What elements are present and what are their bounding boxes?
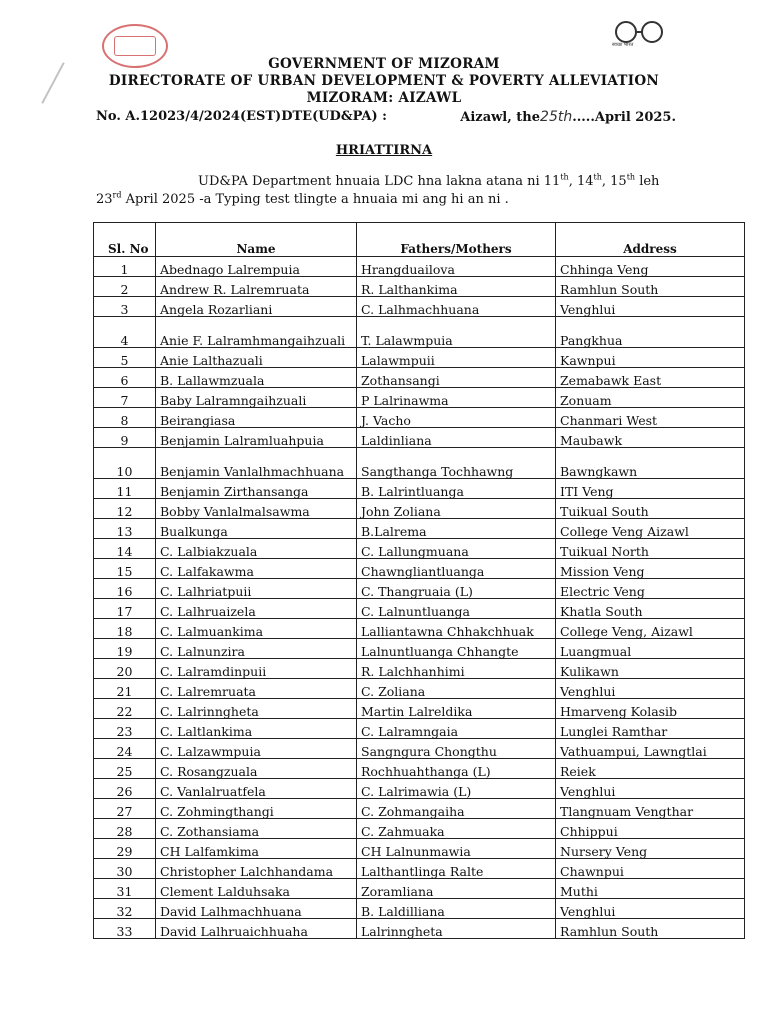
- cell-parent: Zothansangi: [357, 368, 556, 388]
- cell-sl-no: 6: [94, 368, 156, 388]
- cell-parent: C. Thangruaia (L): [357, 579, 556, 599]
- intro-sup-1: th: [560, 172, 569, 182]
- cell-parent: C. Lalrimawia (L): [357, 779, 556, 799]
- cell-sl-no: 24: [94, 739, 156, 759]
- header-line-3: MIZORAM: AIZAWL: [306, 90, 462, 106]
- cell-address: Zonuam: [556, 388, 745, 408]
- table-row: [94, 539, 745, 559]
- cell-parent: Lalnuntluanga Chhangte: [357, 639, 556, 659]
- cell-name: B. Lallawmzuala: [156, 368, 357, 388]
- cell-parent: B.Lalrema: [357, 519, 556, 539]
- cell-address: Nursery Veng: [556, 839, 745, 859]
- cell-sl-no: 28: [94, 819, 156, 839]
- cell-address: Muthi: [556, 879, 745, 899]
- cell-sl-no: 30: [94, 859, 156, 879]
- table-row: [94, 317, 745, 348]
- header-sl-no: Sl. No: [94, 223, 156, 257]
- cell-parent: C. Zoliana: [357, 679, 556, 699]
- cell-name: C. Lalramdinpuii: [156, 659, 357, 679]
- cell-sl-no: 23: [94, 719, 156, 739]
- cell-name: C. Zothansiama: [156, 819, 357, 839]
- cell-sl-no: 29: [94, 839, 156, 859]
- table-row: [94, 659, 745, 679]
- cell-sl-no: 1: [94, 257, 156, 277]
- intro-sup-4: rd: [112, 190, 122, 200]
- cell-parent: Sangngura Chongthu: [357, 739, 556, 759]
- cell-parent: C. Zahmuaka: [357, 819, 556, 839]
- cell-address: Tlangnuam Vengthar: [556, 799, 745, 819]
- cell-name: CH Lalfamkima: [156, 839, 357, 859]
- cell-name: C. Lalfakawma: [156, 559, 357, 579]
- cell-sl-no: 17: [94, 599, 156, 619]
- cell-parent: P Lalrinawma: [357, 388, 556, 408]
- cell-name: C. Lalzawmpuia: [156, 739, 357, 759]
- cell-parent: B. Laldilliana: [357, 899, 556, 919]
- cell-parent: C. Lalhmachhuana: [357, 297, 556, 317]
- cell-name: C. Lalrinngheta: [156, 699, 357, 719]
- cell-address: Bawngkawn: [556, 448, 745, 479]
- intro-text-5: April 2025 -a Typing test tlingte a hnuaia mi ang hi an ni .: [121, 192, 509, 207]
- cell-name: Benjamin Vanlalhmachhuana: [156, 448, 357, 479]
- table-row: [94, 348, 745, 368]
- cell-sl-no: 15: [94, 559, 156, 579]
- cell-parent: C. Lalramngaia: [357, 719, 556, 739]
- document-title: HRIATTIRNA: [335, 143, 433, 158]
- cell-parent: B. Lalrintluanga: [357, 479, 556, 499]
- cell-parent: Hrangduailova: [357, 257, 556, 277]
- cell-address: ITI Veng: [556, 479, 745, 499]
- cell-address: Maubawk: [556, 428, 745, 448]
- cell-parent: Rochhuahthanga (L): [357, 759, 556, 779]
- intro-sup-2: th: [593, 172, 602, 182]
- cell-sl-no: 12: [94, 499, 156, 519]
- cell-parent: R. Lalthankima: [357, 277, 556, 297]
- table-row: [94, 719, 745, 739]
- cell-address: Chawnpui: [556, 859, 745, 879]
- cell-sl-no: 5: [94, 348, 156, 368]
- cell-address: Lunglei Ramthar: [556, 719, 745, 739]
- intro-text-1: UD&PA Department hnuaia LDC hna lakna atana ni 11: [198, 174, 561, 189]
- table-row: [94, 639, 745, 659]
- cell-address: Chhinga Veng: [556, 257, 745, 277]
- cell-sl-no: 14: [94, 539, 156, 559]
- cell-address: Venghlui: [556, 899, 745, 919]
- cell-sl-no: 27: [94, 799, 156, 819]
- cell-name: Abednago Lalrempuia: [156, 257, 357, 277]
- cell-parent: Lalawmpuii: [357, 348, 556, 368]
- cell-sl-no: 4: [94, 317, 156, 348]
- header-line-2: DIRECTORATE OF URBAN DEVELOPMENT & POVERTY ALLEVIATION: [108, 73, 660, 89]
- cell-name: C. Lalmuankima: [156, 619, 357, 639]
- cell-address: Khatla South: [556, 599, 745, 619]
- header-line-1: GOVERNMENT OF MIZORAM: [268, 56, 500, 72]
- cell-address: Zemabawk East: [556, 368, 745, 388]
- cell-name: C. Lalremruata: [156, 679, 357, 699]
- cell-name: C. Lalbiakzuala: [156, 539, 357, 559]
- letterhead: [0, 56, 768, 107]
- cell-address: Hmarveng Kolasib: [556, 699, 745, 719]
- cell-name: Christopher Lalchhandama: [156, 859, 357, 879]
- cell-name: Bualkunga: [156, 519, 357, 539]
- table-header-row: [94, 223, 745, 257]
- table-row: [94, 839, 745, 859]
- cell-sl-no: 8: [94, 408, 156, 428]
- header-parent: Fathers/Mothers: [357, 223, 556, 257]
- intro-text-2: , 14: [568, 174, 594, 189]
- cell-parent: Chawngliantluanga: [357, 559, 556, 579]
- table-row: [94, 599, 745, 619]
- date-suffix: April 2025.: [594, 110, 676, 125]
- swachh-bharat-text: स्वच्छ भारत: [612, 42, 634, 48]
- cell-sl-no: 20: [94, 659, 156, 679]
- cell-name: Clement Lalduhsaka: [156, 879, 357, 899]
- cell-sl-no: 10: [94, 448, 156, 479]
- cell-address: Venghlui: [556, 679, 745, 699]
- cell-parent: Lalliantawna Chhakchhuak: [357, 619, 556, 639]
- cell-address: Electric Veng: [556, 579, 745, 599]
- cell-sl-no: 21: [94, 679, 156, 699]
- cell-parent: John Zoliana: [357, 499, 556, 519]
- cell-address: Chanmari West: [556, 408, 745, 428]
- reference-row: [96, 109, 676, 125]
- date-handwritten: 25th: [540, 109, 573, 125]
- table-row: [94, 579, 745, 599]
- cell-parent: C. Lallungmuana: [357, 539, 556, 559]
- cell-sl-no: 16: [94, 579, 156, 599]
- intro-paragraph: [96, 173, 686, 209]
- cell-sl-no: 19: [94, 639, 156, 659]
- swachh-bharat-logo-icon: [604, 18, 674, 58]
- table-row: [94, 899, 745, 919]
- table-row: [94, 388, 745, 408]
- cell-parent: Sangthanga Tochhawng: [357, 448, 556, 479]
- cell-address: Ramhlun South: [556, 919, 745, 939]
- cell-sl-no: 22: [94, 699, 156, 719]
- cell-parent: R. Lalchhanhimi: [357, 659, 556, 679]
- cell-sl-no: 31: [94, 879, 156, 899]
- table-row: [94, 699, 745, 719]
- table-row: [94, 619, 745, 639]
- cell-sl-no: 9: [94, 428, 156, 448]
- cell-name: Anie F. Lalramhmangaihzuali: [156, 317, 357, 348]
- cell-address: College Veng, Aizawl: [556, 619, 745, 639]
- table-row: [94, 819, 745, 839]
- cell-name: David Lalhmachhuana: [156, 899, 357, 919]
- cell-name: Bobby Vanlalmalsawma: [156, 499, 357, 519]
- cell-name: C. Lalnunzira: [156, 639, 357, 659]
- cell-parent: Lalrinngheta: [357, 919, 556, 939]
- cell-name: C. Lalhruaizela: [156, 599, 357, 619]
- cell-address: Venghlui: [556, 297, 745, 317]
- cell-parent: T. Lalawmpuia: [357, 317, 556, 348]
- cell-address: Ramhlun South: [556, 277, 745, 297]
- table-row: [94, 368, 745, 388]
- cell-address: College Veng Aizawl: [556, 519, 745, 539]
- cell-sl-no: 7: [94, 388, 156, 408]
- cell-name: Benjamin Zirthansanga: [156, 479, 357, 499]
- reference-number: No. A.12023/4/2024(EST)DTE(UD&PA) :: [96, 109, 387, 124]
- table-row: [94, 799, 745, 819]
- cell-parent: C. Lalnuntluanga: [357, 599, 556, 619]
- table-row: [94, 919, 745, 939]
- cell-parent: Martin Lalreldika: [357, 699, 556, 719]
- cell-sl-no: 33: [94, 919, 156, 939]
- table-row: [94, 859, 745, 879]
- cell-name: C. Vanlalruatfela: [156, 779, 357, 799]
- header-name: Name: [156, 223, 357, 257]
- table-row: [94, 408, 745, 428]
- cell-parent: Zoramliana: [357, 879, 556, 899]
- cell-address: Reiek: [556, 759, 745, 779]
- table-row: [94, 879, 745, 899]
- table-row: [94, 448, 745, 479]
- cell-name: Beirangiasa: [156, 408, 357, 428]
- intro-text-4: leh 23: [96, 174, 660, 207]
- table-row: [94, 257, 745, 277]
- table-row: [94, 479, 745, 499]
- table-row: [94, 297, 745, 317]
- cell-parent: Laldinliana: [357, 428, 556, 448]
- header-address: Address: [556, 223, 745, 257]
- cell-name: Angela Rozarliani: [156, 297, 357, 317]
- cell-address: Pangkhua: [556, 317, 745, 348]
- table-row: [94, 759, 745, 779]
- cell-name: C. Rosangzuala: [156, 759, 357, 779]
- cell-name: Baby Lalramngaihzuali: [156, 388, 357, 408]
- cell-sl-no: 32: [94, 899, 156, 919]
- cell-sl-no: 11: [94, 479, 156, 499]
- table-row: [94, 739, 745, 759]
- cell-sl-no: 18: [94, 619, 156, 639]
- cell-sl-no: 13: [94, 519, 156, 539]
- reference-date: Aizawl, the25th.....April 2025.: [460, 109, 676, 125]
- cell-name: C. Laltlankima: [156, 719, 357, 739]
- cell-parent: Lalthantlinga Ralte: [357, 859, 556, 879]
- cell-name: Anie Lalthazuali: [156, 348, 357, 368]
- cell-address: Mission Veng: [556, 559, 745, 579]
- table-row: [94, 277, 745, 297]
- cell-name: Andrew R. Lalremruata: [156, 277, 357, 297]
- table-row: [94, 559, 745, 579]
- table-row: [94, 519, 745, 539]
- cell-address: Vathuampui, Lawngtlai: [556, 739, 745, 759]
- cell-address: Luangmual: [556, 639, 745, 659]
- cell-parent: C. Zohmangaiha: [357, 799, 556, 819]
- cell-name: C. Zohmingthangi: [156, 799, 357, 819]
- cell-address: Tuikual North: [556, 539, 745, 559]
- cell-address: Kulikawn: [556, 659, 745, 679]
- cell-sl-no: 3: [94, 297, 156, 317]
- intro-text-3: , 15: [601, 174, 627, 189]
- cell-sl-no: 2: [94, 277, 156, 297]
- cell-address: Tuikual South: [556, 499, 745, 519]
- cell-name: Benjamin Lalramluahpuia: [156, 428, 357, 448]
- cell-name: David Lalhruaichhuaha: [156, 919, 357, 939]
- cell-parent: J. Vacho: [357, 408, 556, 428]
- table-row: [94, 428, 745, 448]
- cell-sl-no: 25: [94, 759, 156, 779]
- table-row: [94, 499, 745, 519]
- cell-address: Kawnpui: [556, 348, 745, 368]
- cell-name: C. Lalhriatpuii: [156, 579, 357, 599]
- table-row: [94, 779, 745, 799]
- cell-address: Chhippui: [556, 819, 745, 839]
- date-prefix: Aizawl, the: [460, 110, 541, 125]
- cell-address: Venghlui: [556, 779, 745, 799]
- table-row: [94, 679, 745, 699]
- cell-parent: CH Lalnunmawia: [357, 839, 556, 859]
- cell-sl-no: 26: [94, 779, 156, 799]
- candidate-table: [93, 222, 745, 939]
- intro-sup-3: th: [626, 172, 636, 182]
